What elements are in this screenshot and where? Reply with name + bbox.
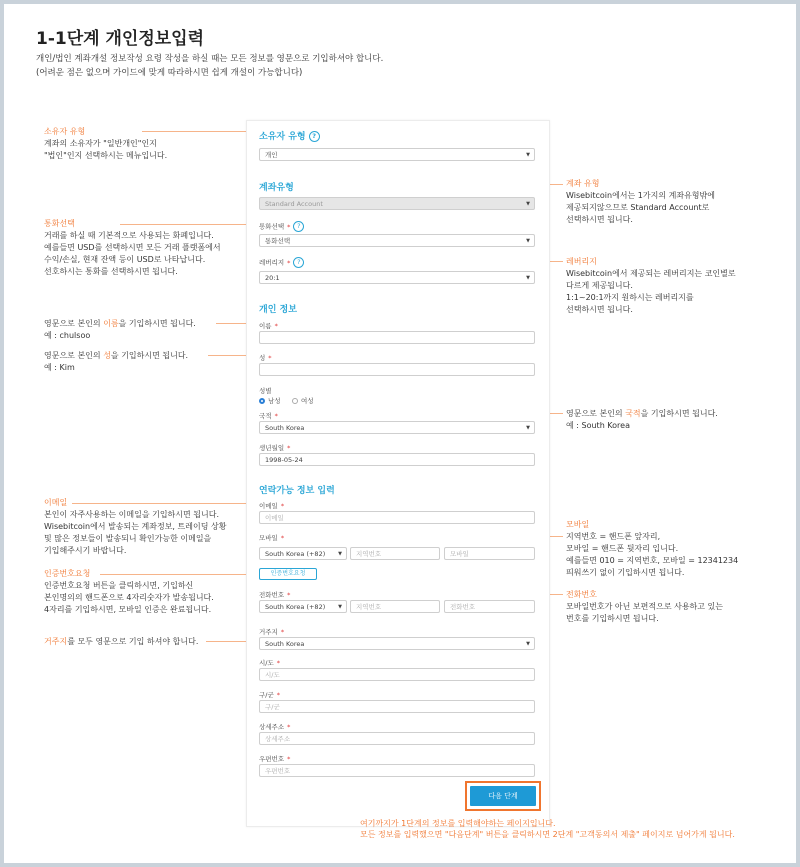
note-first-name-hl: 이름: [103, 319, 119, 328]
personal-info-title: 개인 정보: [259, 305, 297, 315]
leverage-label-text: 레버리지: [259, 258, 285, 267]
note-first-name-line1: [44, 318, 196, 330]
note-last-name-line2: 예 : Kim: [44, 363, 75, 372]
note-nationality-line2: 예 : South Korea: [566, 421, 630, 430]
note-leverage-line2: 다르게 제공됩니다.: [566, 281, 633, 290]
city-input[interactable]: 시/도: [259, 668, 535, 681]
email-label: [259, 501, 284, 510]
verify-code-button[interactable]: 인증번호요청: [259, 568, 317, 580]
note-verify: [44, 568, 214, 616]
phone-label: [259, 590, 290, 599]
note-account-type-line3: 선택하시면 됩니다.: [566, 215, 633, 224]
note-email-line4: 기입해주시기 바랍니다.: [44, 546, 127, 555]
mobile-country-select[interactable]: [259, 547, 347, 560]
address-input[interactable]: 상세주소: [259, 732, 535, 745]
note-nationality: [566, 408, 718, 432]
required-mark: *: [274, 322, 278, 330]
residence-label-text: 거주지: [259, 628, 278, 636]
phone-number-input[interactable]: 전화번호: [444, 600, 535, 613]
country-label: [259, 411, 278, 420]
phone-country-value: South Korea (+82): [265, 603, 326, 611]
required-mark: *: [280, 502, 285, 510]
note-verify-line3: 4자리를 기입하시면, 모바일 인증은 완료됩니다.: [44, 605, 212, 614]
phone-area-input[interactable]: 지역번호: [350, 600, 440, 613]
required-mark: *: [287, 591, 291, 599]
note-leverage-line4: 선택하시면 됩니다.: [566, 305, 633, 314]
note-address: [44, 636, 198, 648]
note-account-type: [566, 178, 715, 226]
phone-label-text: 전화번호: [259, 591, 285, 599]
note-first-name-pre: 영문으로 본인의: [44, 319, 104, 328]
chevron-down-icon: ▼: [338, 551, 342, 557]
district-input[interactable]: 구/군: [259, 700, 535, 713]
mobile-country-value: South Korea (+82): [265, 550, 326, 558]
note-first-name-post: 을 기입하시면 됩니다.: [118, 319, 196, 328]
note-address-hl: 거주지: [44, 637, 68, 646]
note-verify-line2: 본인명의의 핸드폰으로 4자리숫자가 발송됩니다.: [44, 593, 214, 602]
currency-label: [259, 221, 304, 232]
first-name-input[interactable]: [259, 331, 535, 344]
note-first-name: [44, 318, 196, 342]
birth-label: [259, 443, 290, 452]
account-form: [246, 120, 550, 827]
chevron-down-icon: ▼: [526, 238, 530, 244]
note-email-line2: Wisebitcoin에서 발송되는 계좌정보, 트레이딩 상황: [44, 522, 227, 531]
note-owner-type-line2: "법인"인지 선택하시는 메뉴입니다.: [44, 151, 168, 160]
chevron-down-icon: ▼: [526, 641, 530, 647]
account-type-value: Standard Account: [265, 200, 323, 208]
note-last-name: [44, 350, 188, 374]
mobile-label: [259, 533, 284, 542]
note-first-name-line2: 예 : chulsoo: [44, 331, 91, 340]
email-label-text: 이메일: [259, 502, 278, 510]
chevron-down-icon: ▼: [526, 275, 530, 281]
district-label-text: 구/군: [259, 691, 274, 699]
city-label: [259, 658, 280, 667]
note-currency-line3: 수익/손실, 현재 잔액 등이 USD로 나타납니다.: [44, 255, 206, 264]
note-mobile-line1: 지역번호 = 핸드폰 앞자리,: [566, 532, 661, 541]
note-email-line1: 본인이 자주사용하는 이메일을 기입하시면 됩니다.: [44, 510, 220, 519]
radio-unselected-icon: [292, 398, 298, 404]
help-icon[interactable]: ?: [293, 257, 304, 268]
note-owner-type: [44, 126, 167, 162]
chevron-down-icon: ▼: [526, 425, 530, 431]
note-currency-title: 통화선택: [44, 219, 75, 228]
note-mobile: [566, 519, 738, 579]
owner-type-select[interactable]: [259, 148, 535, 161]
note-nationality-post: 을 기입하시면 됩니다.: [640, 409, 718, 418]
intro-line-2: (어려운 점은 없으며 가이드에 맞게 따라하시면 쉽게 개설이 가능합니다): [36, 68, 303, 78]
owner-type-value: 개인: [265, 151, 278, 159]
birth-date-input[interactable]: 1998-05-24: [259, 453, 535, 466]
note-owner-type-title: 소유자 유형: [44, 127, 86, 136]
address-label-text: 상세주소: [259, 723, 285, 731]
required-mark: *: [276, 691, 280, 699]
owner-type-title: [259, 129, 320, 142]
note-last-name-post: 을 기입하시면 됩니다.: [110, 351, 189, 360]
intro-line-1: 개인/법인 계좌개설 정보작성 요령 작성을 하실 때는 모든 정보를 영문으로 기입하셔야 합니다.: [36, 54, 384, 64]
required-mark: *: [287, 755, 291, 763]
contact-info-title: 연락가능 정보 입력: [259, 486, 335, 496]
mobile-label-text: 모바일: [259, 534, 278, 542]
note-mobile-line2: 모바일 = 핸드폰 뒷자리 입니다.: [566, 544, 679, 553]
note-phone-line1: 모바일번호가 아닌 보편적으로 사용하고 있는: [566, 602, 724, 611]
note-email-line3: 및 많은 정보들이 발송되니 확인가능한 이메일을: [44, 534, 212, 543]
zip-input[interactable]: 우편번호: [259, 764, 535, 777]
account-type-select[interactable]: [259, 197, 535, 210]
chevron-down-icon: ▼: [526, 152, 530, 158]
owner-type-title-text: 소유자 유형: [259, 132, 306, 142]
note-phone-line2: 번호를 기입하시면 됩니다.: [566, 614, 659, 623]
last-name-label-text: 성: [259, 354, 266, 362]
note-leverage-title: 레버리지: [566, 257, 597, 266]
page-title: 1-1단계 개인정보입력: [36, 29, 205, 49]
note-owner-type-line1: 계좌의 소유자가 "일반개인"인지: [44, 139, 157, 148]
note-currency-line1: 거래를 하실 때 기본적으로 사용되는 화폐입니다.: [44, 231, 214, 240]
note-email-title: 이메일: [44, 498, 68, 507]
radio-selected-icon: [259, 398, 265, 404]
required-mark: *: [280, 628, 285, 636]
currency-select[interactable]: [259, 234, 535, 247]
address-label: [259, 722, 290, 731]
note-nationality-hl: 국적: [625, 409, 641, 418]
residence-select[interactable]: [259, 637, 535, 650]
mobile-area-input[interactable]: 지역번호: [350, 547, 440, 560]
note-address-post: 를 모두 영문으로 기입 하셔야 합니다.: [67, 637, 199, 646]
note-currency: [44, 218, 221, 278]
country-select[interactable]: [259, 421, 535, 434]
gender-female-radio[interactable]: [292, 396, 314, 405]
last-name-input[interactable]: [259, 363, 535, 376]
leverage-label: [259, 257, 304, 268]
note-last-name-line1: [44, 350, 188, 362]
residence-label: [259, 627, 284, 636]
note-mobile-line4: 띄워쓰기 없이 기입하시면 됩니다.: [566, 568, 685, 577]
note-verify-title: 인증번호요청: [44, 569, 91, 578]
help-icon[interactable]: ?: [309, 131, 320, 142]
gender-male-radio[interactable]: [259, 396, 281, 405]
note-account-type-line1: Wisebitcoin에서는 1가지의 계좌유형밖에: [566, 191, 715, 200]
note-mobile-line3: 예를들면 010 = 지역번호, 모바일 = 12341234: [566, 556, 739, 565]
required-mark: *: [276, 659, 280, 667]
chevron-down-icon: ▼: [526, 201, 530, 207]
note-leverage: [566, 256, 736, 316]
note-last-name-hl: 성: [103, 351, 111, 360]
phone-country-select[interactable]: [259, 600, 347, 613]
last-name-label: [259, 353, 272, 362]
next-step-button[interactable]: 다음 단계: [470, 786, 536, 806]
country-value: South Korea: [265, 424, 305, 432]
account-type-title: 계좌유형: [259, 183, 294, 193]
required-mark: *: [287, 723, 291, 731]
gender-female-text: 여성: [301, 397, 314, 405]
zip-label: [259, 754, 290, 763]
required-mark: *: [280, 534, 285, 542]
required-mark: *: [268, 354, 272, 362]
first-name-label: [259, 321, 278, 330]
intro-text: [36, 52, 383, 80]
chevron-down-icon: ▼: [338, 604, 342, 610]
gender-male-text: 남성: [268, 397, 281, 405]
next-button-highlight: [465, 781, 541, 811]
note-nationality-line1: [566, 408, 718, 420]
footer-line-2: 모든 정보를 입력했으면 "다음단계" 버튼을 클릭하시면 2단계 "고객동의서 제출" 페이지로 넘어가게 됩니다.: [360, 830, 735, 839]
zip-label-text: 우편번호: [259, 755, 285, 763]
note-leverage-line1: Wisebitcoin에서 제공되는 레버리지는 코인별로: [566, 269, 736, 278]
note-account-type-line2: 제공되지않으므로 Standard Account로: [566, 203, 710, 212]
note-email: [44, 497, 226, 557]
footer-note: [360, 818, 735, 840]
note-phone-title: 전화번호: [566, 590, 597, 599]
residence-value: South Korea: [265, 640, 305, 648]
email-input[interactable]: 이메일: [259, 511, 535, 524]
note-mobile-title: 모바일: [566, 520, 590, 529]
gender-label: 성별: [259, 387, 272, 395]
leverage-value: 20:1: [265, 274, 280, 282]
birth-label-text: 생년월일: [259, 444, 285, 452]
leverage-select[interactable]: [259, 271, 535, 284]
note-phone: [566, 589, 723, 625]
footer-line-1: 여기까지가 1단계의 정보를 입력해야하는 페이지입니다.: [360, 819, 556, 828]
note-verify-line1: 인증번호요청 버튼을 클릭하시면, 기입하신: [44, 581, 194, 590]
first-name-label-text: 이름: [259, 322, 272, 330]
currency-value: 통화선택: [265, 237, 291, 245]
note-currency-line2: 예를들면 USD를 선택하시면 모든 거래 플랫폼에서: [44, 243, 221, 252]
city-label-text: 시/도: [259, 659, 274, 667]
country-label-text: 국적: [259, 412, 272, 420]
required-mark: *: [287, 444, 291, 452]
help-icon[interactable]: ?: [293, 221, 304, 232]
required-mark: *: [287, 258, 291, 267]
note-account-type-title: 계좌 유형: [566, 179, 600, 188]
required-mark: *: [287, 222, 291, 231]
district-label: [259, 690, 280, 699]
note-leverage-line3: 1:1~20:1까지 원하시는 레버리지를: [566, 293, 694, 302]
currency-label-text: 통화선택: [259, 222, 285, 231]
note-currency-line4: 선호하시는 통화를 선택하시면 됩니다.: [44, 267, 178, 276]
required-mark: *: [274, 412, 278, 420]
mobile-number-input[interactable]: 모바일: [444, 547, 535, 560]
note-nationality-pre: 영문으로 본인의: [566, 409, 626, 418]
note-last-name-pre: 영문으로 본인의: [44, 351, 104, 360]
